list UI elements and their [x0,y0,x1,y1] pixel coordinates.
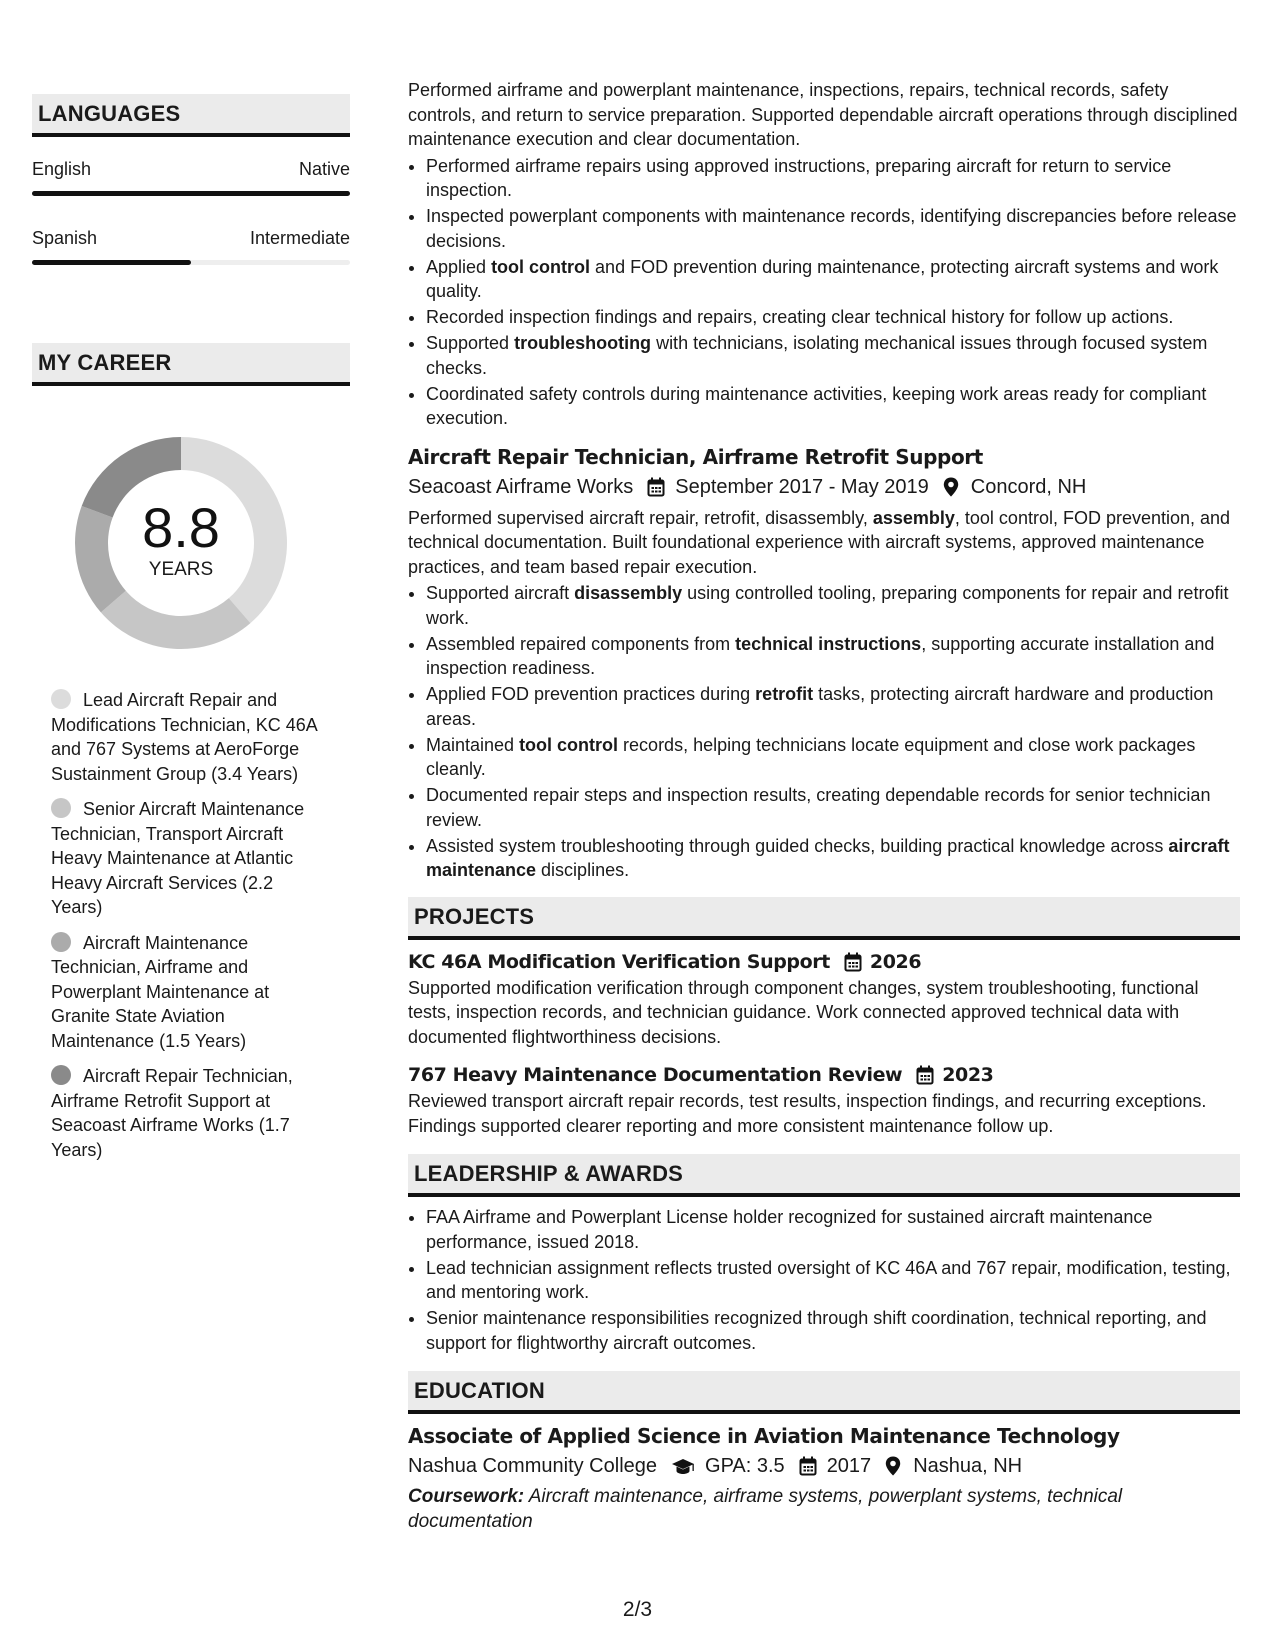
job-bullets [408,581,1240,883]
career-legend [51,688,319,1162]
education-school: Nashua Community College [408,1455,658,1477]
job-dates: September 2017 - May 2019 [675,475,929,498]
project-title-row [408,1061,1240,1089]
text-run: Assisted system troubleshooting through guided checks, building practical knowledge across [426,835,1169,856]
education-gpa: GPA: 3.5 [705,1455,785,1477]
right-column [408,78,1240,1534]
bold-text: tool control [519,734,619,755]
language-row [32,226,350,250]
bullet-item [426,331,1240,380]
awards-heading: LEADERSHIP & AWARDS [408,1154,1240,1197]
text-run: Documented repair steps and inspection results, creating dependable records for senior technician review. [426,785,1211,830]
coursework-text: Aircraft maintenance, airframe systems, powerplant systems, technical documentation [408,1486,1123,1532]
projects-heading: PROJECTS [408,897,1240,940]
language-row [32,157,350,181]
education-heading: EDUCATION [408,1371,1240,1414]
bold-text: assembly [872,507,955,528]
bold-text: tool control [491,256,591,277]
bullet-item [426,733,1240,782]
language-level: Native [298,159,350,179]
bold-text: technical instructions [735,633,922,654]
language-name: Spanish [32,228,98,248]
career-donut-chart [66,428,296,658]
language-name: English [32,159,92,179]
project-description: Supported modification verification through component changes, system troubleshooting, functional tests, inspection records, and technician guidance. Work connected approved technical data with documented flightworthiness decisions. [408,977,1199,1047]
bold-text: aircraft maintenance [426,835,1230,880]
text-run: Performed airframe repairs using approved instructions, preparing aircraft for return to service inspection. [426,155,1172,200]
calendar-icon [916,1065,934,1085]
map-pin-icon [885,1456,903,1476]
project-title: KC 46A Modification Verification Support [408,950,830,973]
award-item: • Lead technician assignment reflects trusted oversight of KC 46A and 767 repair, modification, testing, and mentoring work. [426,1256,1240,1305]
career-total-value: 8.8 [142,496,220,559]
education-location: Nashua, NH [913,1455,1023,1477]
legend-dot [51,1065,71,1085]
legend-dot [51,798,71,818]
job-location: Concord, NH [970,475,1087,498]
career-legend-label: Aircraft Repair Technician, Airframe Retrofit Support at Seacoast Airframe Works (1.7 Years) [51,1066,293,1160]
graduation-cap-icon [671,1456,695,1476]
bullet-item [426,632,1240,681]
language-proficiency-fill [32,191,350,196]
bullet-item [426,204,1240,253]
career-legend-item [51,931,319,1054]
text-run: , supporting accurate installation and inspection readiness. [426,633,1215,678]
languages-heading: LANGUAGES [32,94,350,137]
text-run: Assembled repaired components from [426,633,736,654]
text-run: Applied FOD prevention practices during [426,684,756,704]
text-run: Recorded inspection findings and repairs, creating clear technical history for follow up actions. [426,307,1174,327]
job-meta [408,473,1240,501]
bold-text: retrofit [755,684,814,704]
education-coursework [408,1485,1240,1534]
bold-text: troubleshooting [514,333,652,353]
education-meta [408,1452,1240,1480]
award-item: • Senior maintenance responsibilities recognized through shift coordination, technical reporting, and support for flightworthy aircraft outcomes. [426,1306,1240,1355]
text-run: tasks, protecting aircraft hardware and production areas. [426,684,1214,729]
text-run: Inspected powerplant components with maintenance records, identifying discrepancies before release decisions. [426,206,1237,251]
calendar-icon [647,477,665,497]
bullet-item [426,834,1240,883]
project-year: 2026 [869,950,922,973]
bullet-item [426,154,1240,203]
legend-dot [51,932,71,952]
map-pin-icon [943,477,961,497]
text-run: Performed supervised aircraft repair, retrofit, disassembly, [408,507,873,528]
project-year: 2023 [942,1064,994,1086]
job-summary [408,506,1240,580]
language-proficiency-fill [32,260,191,265]
prev-job-summary: Performed airframe and powerplant maintenance, inspections, repairs, technical records, safety controls, and return to service preparation. Supported dependable aircraft operations through disciplined maintenance execution and clear documentation. [408,80,1238,149]
coursework-label: Coursework: [408,1486,525,1507]
text-run: Maintained [426,734,520,755]
awards-list [408,1205,1240,1355]
education-year: 2017 [826,1455,872,1477]
text-run: with technicians, isolating mechanical issues through focused system checks. [426,333,1208,378]
career-total [66,428,296,658]
bullet-item [426,581,1240,630]
career-heading: MY CAREER [32,343,350,386]
left-column [32,94,350,1173]
page-number: 2/3 [622,1598,653,1621]
education-degree: Associate of Applied Science in Aviation Maintenance Technology [408,1424,1120,1448]
calendar-icon [799,1456,817,1476]
project-title-row [408,948,1240,976]
career-legend-item [51,1064,319,1162]
projects-list [408,948,1240,1139]
job-company: Seacoast Airframe Works [408,475,634,498]
text-run: Supported aircraft [426,583,575,603]
job-title: Aircraft Repair Technician, Airframe Retrofit Support [408,444,983,469]
bullet-item [426,305,1240,330]
bullet-item [426,783,1240,832]
language-proficiency-bar [32,191,350,196]
career-legend-label: Lead Aircraft Repair and Modifications Technician, KC 46A and 767 Systems at AeroForge Sustainment Group (3.4 Years) [51,690,317,784]
text-run: , tool control, FOD prevention, and technical documentation. Built foundational experience with aircraft systems, approved maintenance practices, and team based repair execution. [408,507,1231,577]
language-proficiency-bar [32,260,350,265]
project-title: 767 Heavy Maintenance Documentation Review [408,1064,903,1086]
career-legend-item [51,797,319,920]
legend-dot [51,689,71,709]
bullet-item [426,682,1240,731]
text-run: disciplines. [536,860,630,880]
bold-text: disassembly [574,583,683,603]
text-run: Applied [426,256,492,277]
career-total-unit: YEARS [148,559,214,580]
career-legend-label: Aircraft Maintenance Technician, Airframe and Powerplant Maintenance at Granite State Aviation Maintenance (1.5 Years) [51,932,270,1051]
text-run: Coordinated safety controls during maintenance activities, keeping work areas ready for compliant execution. [426,383,1207,428]
calendar-icon [844,952,862,972]
bullet-item [426,255,1240,304]
project-description: Reviewed transport aircraft repair records, test results, inspection findings, and recurring exceptions. Findings supported clearer reporting and more consistent maintenance follow up. [408,1091,1207,1136]
text-run: using controlled tooling, preparing components for repair and retrofit work. [426,583,1229,628]
career-legend-label: Senior Aircraft Maintenance Technician, Transport Aircraft Heavy Maintenance at Atlantic Heavy Aircraft Services (2.2 Years) [51,799,305,917]
prev-job-bullets [408,154,1240,431]
text-run: and FOD prevention during maintenance, protecting aircraft systems and work quality. [426,256,1219,301]
languages-list [32,157,350,265]
text-run: records, helping technicians locate equipment and close work packages cleanly. [426,734,1196,779]
award-item: • FAA Airframe and Powerplant License holder recognized for sustained aircraft maintenance performance, issued 2018. [426,1205,1240,1254]
language-level: Intermediate [249,228,350,248]
career-legend-item [51,688,319,786]
bullet-item [426,382,1240,431]
text-run: Supported [426,333,515,353]
